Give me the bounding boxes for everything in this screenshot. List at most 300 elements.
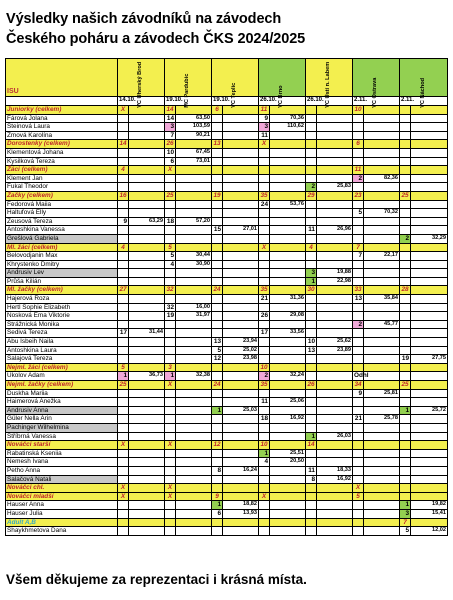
score-cell bbox=[317, 200, 353, 209]
score-cell bbox=[129, 458, 165, 467]
score-cell bbox=[223, 389, 259, 398]
score-cell: 63,50 bbox=[176, 114, 212, 123]
score-cell bbox=[317, 252, 353, 261]
place-cell bbox=[353, 501, 364, 510]
score-cell bbox=[317, 148, 353, 157]
score-cell: 82,36 bbox=[364, 174, 400, 183]
score-cell bbox=[270, 346, 306, 355]
score-cell: 18,82 bbox=[223, 501, 259, 510]
place-cell bbox=[400, 303, 411, 312]
score-cell bbox=[317, 492, 353, 501]
score-cell bbox=[411, 329, 448, 338]
category-row bbox=[6, 381, 448, 390]
score-cell bbox=[223, 166, 259, 175]
score-cell bbox=[364, 286, 400, 295]
place-cell bbox=[212, 234, 223, 243]
place-cell bbox=[118, 252, 129, 261]
score-cell bbox=[411, 423, 448, 432]
place-cell: 13 bbox=[306, 346, 317, 355]
place-cell bbox=[306, 501, 317, 510]
athlete-row bbox=[6, 295, 448, 304]
score-cell bbox=[270, 217, 306, 226]
place-cell bbox=[306, 166, 317, 175]
category-row bbox=[6, 166, 448, 175]
athlete-name: Andrusiv Lev bbox=[6, 269, 118, 278]
place-cell bbox=[306, 389, 317, 398]
place-cell bbox=[118, 277, 129, 286]
score-cell bbox=[129, 106, 165, 115]
score-cell bbox=[364, 140, 400, 149]
score-cell bbox=[129, 131, 165, 140]
score-cell: 31,36 bbox=[270, 295, 306, 304]
score-cell bbox=[270, 466, 306, 475]
place-cell bbox=[400, 441, 411, 450]
place-cell: 21 bbox=[353, 415, 364, 424]
score-cell bbox=[223, 518, 259, 527]
place-cell bbox=[118, 338, 129, 347]
place-cell: 13 bbox=[353, 295, 364, 304]
score-cell bbox=[129, 466, 165, 475]
score-cell bbox=[129, 123, 165, 132]
place-cell: 18 bbox=[259, 415, 270, 424]
place-cell bbox=[400, 475, 411, 484]
athlete-name: Duskha Mariia bbox=[6, 389, 118, 398]
score-cell bbox=[129, 415, 165, 424]
score-cell bbox=[270, 148, 306, 157]
score-cell bbox=[364, 277, 400, 286]
place-cell bbox=[118, 123, 129, 132]
score-cell bbox=[317, 131, 353, 140]
score-cell bbox=[129, 191, 165, 200]
place-cell: 9 bbox=[259, 114, 270, 123]
place-cell bbox=[212, 475, 223, 484]
score-cell bbox=[411, 174, 448, 183]
place-cell: 4 bbox=[165, 260, 176, 269]
athlete-row bbox=[6, 260, 448, 269]
score-cell bbox=[317, 355, 353, 364]
place-cell bbox=[212, 183, 223, 192]
score-cell bbox=[411, 277, 448, 286]
score-cell bbox=[129, 492, 165, 501]
score-cell bbox=[176, 363, 212, 372]
place-cell bbox=[259, 252, 270, 261]
place-cell: 5 bbox=[165, 243, 176, 252]
athlete-row bbox=[6, 157, 448, 166]
place-cell: 10 bbox=[260, 363, 268, 371]
score-cell bbox=[129, 449, 165, 458]
place-cell bbox=[400, 295, 411, 304]
place-cell bbox=[118, 174, 129, 183]
score-cell bbox=[317, 381, 353, 390]
athlete-row bbox=[6, 277, 448, 286]
place-cell bbox=[353, 355, 364, 364]
place-cell: 24 bbox=[259, 200, 270, 209]
event-name: VC Ústí n. Labem bbox=[325, 62, 332, 109]
place-cell bbox=[400, 183, 411, 192]
category-row bbox=[6, 106, 448, 115]
score-cell bbox=[223, 432, 259, 441]
place-cell bbox=[400, 415, 411, 424]
place-cell: 3 bbox=[259, 123, 270, 132]
place-cell: 8 bbox=[212, 466, 223, 475]
score-cell bbox=[364, 269, 400, 278]
score-cell: 25,62 bbox=[317, 338, 353, 347]
place-cell bbox=[165, 355, 176, 364]
place-cell: 14 bbox=[166, 106, 174, 113]
place-cell: 25 bbox=[166, 191, 174, 199]
score-cell bbox=[364, 363, 400, 372]
score-cell bbox=[364, 484, 400, 493]
score-cell bbox=[270, 183, 306, 192]
place-cell: 35 bbox=[260, 191, 268, 199]
place-cell bbox=[353, 260, 364, 269]
place-cell bbox=[212, 200, 223, 209]
place-cell bbox=[400, 423, 411, 432]
place-cell bbox=[165, 269, 176, 278]
place-cell bbox=[165, 277, 176, 286]
score-cell bbox=[223, 252, 259, 261]
place-cell bbox=[118, 157, 129, 166]
athlete-name: Güler Nella Arin bbox=[6, 415, 118, 424]
place-cell bbox=[400, 166, 411, 175]
event-name: MC Pardubic bbox=[184, 74, 191, 109]
place-cell: 6 bbox=[165, 157, 176, 166]
place-cell bbox=[306, 398, 317, 407]
score-cell bbox=[317, 123, 353, 132]
score-cell: 67,45 bbox=[176, 148, 212, 157]
category-name: Nejml. žáci (celkem) bbox=[6, 363, 118, 372]
score-cell bbox=[411, 449, 448, 458]
place-cell bbox=[212, 209, 223, 218]
place-cell bbox=[353, 466, 364, 475]
score-cell bbox=[364, 423, 400, 432]
place-cell bbox=[306, 123, 317, 132]
score-cell bbox=[270, 406, 306, 415]
place-cell bbox=[212, 243, 223, 252]
score-cell bbox=[129, 166, 165, 175]
score-cell bbox=[317, 166, 353, 175]
category-name: Žáci (celkem) bbox=[6, 166, 118, 175]
place-cell: 7 bbox=[400, 518, 411, 527]
isu-label: ISU bbox=[6, 59, 118, 97]
athlete-name: Kysilková Tereza bbox=[6, 157, 118, 166]
score-cell bbox=[270, 484, 306, 493]
place-cell bbox=[353, 269, 364, 278]
event-date: 2.11. bbox=[353, 97, 400, 106]
score-cell bbox=[317, 518, 353, 527]
score-cell bbox=[411, 106, 448, 115]
score-cell: 57,20 bbox=[176, 217, 212, 226]
score-cell: 70,32 bbox=[364, 209, 400, 218]
category-name: Dorostenky (celkem) bbox=[6, 140, 118, 149]
place-cell: 21 bbox=[259, 295, 270, 304]
results-table bbox=[5, 58, 448, 536]
place-cell bbox=[259, 217, 270, 226]
place-cell bbox=[165, 449, 176, 458]
athlete-name: Zmová Karolína bbox=[6, 131, 118, 140]
place-cell bbox=[212, 320, 223, 329]
place-cell bbox=[353, 527, 364, 536]
athlete-name: Haimerová Anežka bbox=[6, 398, 118, 407]
place-cell: 19 bbox=[165, 312, 176, 321]
score-cell: 90,21 bbox=[176, 131, 212, 140]
category-row bbox=[6, 191, 448, 200]
athlete-name: Rabatinská Kseniia bbox=[6, 449, 118, 458]
score-cell bbox=[129, 518, 165, 527]
score-cell: 53,76 bbox=[270, 200, 306, 209]
score-cell bbox=[364, 475, 400, 484]
score-cell bbox=[223, 458, 259, 467]
place-cell bbox=[165, 466, 176, 475]
place-cell bbox=[259, 432, 270, 441]
place-cell bbox=[400, 389, 411, 398]
score-cell bbox=[317, 209, 353, 218]
score-cell bbox=[411, 123, 448, 132]
score-cell: 63,29 bbox=[129, 217, 165, 226]
place-cell bbox=[400, 123, 411, 132]
place-cell: 5 bbox=[400, 527, 411, 536]
place-cell: 9 bbox=[118, 217, 129, 226]
place-cell bbox=[259, 148, 270, 157]
score-cell bbox=[223, 131, 259, 140]
place-cell bbox=[259, 518, 270, 527]
score-cell bbox=[270, 355, 306, 364]
athlete-row bbox=[6, 114, 448, 123]
score-cell bbox=[176, 183, 212, 192]
score-cell bbox=[176, 226, 212, 235]
score-cell: 31,97 bbox=[176, 312, 212, 321]
place-cell: 11 bbox=[259, 398, 270, 407]
score-cell: 110,62 bbox=[270, 123, 306, 132]
place-cell bbox=[165, 458, 176, 467]
place-cell bbox=[400, 484, 411, 493]
athlete-name: Salačová Natali bbox=[6, 475, 118, 484]
place-cell bbox=[118, 398, 129, 407]
place-cell: 11 bbox=[353, 166, 364, 175]
place-cell: 11 bbox=[306, 226, 317, 235]
score-cell bbox=[317, 389, 353, 398]
place-cell bbox=[353, 458, 364, 467]
place-cell bbox=[212, 166, 223, 175]
place-cell bbox=[118, 355, 129, 364]
place-cell bbox=[118, 312, 129, 321]
place-cell: 1 bbox=[306, 432, 317, 441]
score-cell bbox=[176, 381, 212, 390]
place-cell bbox=[400, 252, 411, 261]
place-cell bbox=[400, 372, 411, 381]
place-cell bbox=[118, 475, 129, 484]
category-name: Nováčci mladší bbox=[6, 492, 118, 501]
score-cell: 25,06 bbox=[270, 398, 306, 407]
score-cell bbox=[129, 157, 165, 166]
score-cell bbox=[223, 114, 259, 123]
category-row bbox=[6, 363, 448, 372]
score-cell bbox=[411, 157, 448, 166]
score-cell bbox=[176, 441, 212, 450]
score-cell bbox=[317, 312, 353, 321]
score-cell bbox=[317, 398, 353, 407]
place-cell: 4 bbox=[306, 243, 317, 252]
score-cell bbox=[317, 243, 353, 252]
score-cell bbox=[364, 406, 400, 415]
place-cell bbox=[259, 157, 270, 166]
place-cell bbox=[259, 389, 270, 398]
place-cell: 1 bbox=[212, 501, 223, 510]
score-cell bbox=[411, 363, 448, 372]
score-cell bbox=[270, 303, 306, 312]
place-cell bbox=[306, 106, 317, 115]
athlete-name: Steinová Laura bbox=[6, 123, 118, 132]
score-cell bbox=[411, 389, 448, 398]
score-cell: 23,98 bbox=[223, 355, 259, 364]
place-cell bbox=[212, 174, 223, 183]
place-cell bbox=[165, 415, 176, 424]
place-cell bbox=[212, 131, 223, 140]
score-cell bbox=[317, 449, 353, 458]
place-cell: 17 bbox=[259, 329, 270, 338]
place-cell: 3 bbox=[400, 509, 411, 518]
score-cell bbox=[317, 363, 353, 372]
score-cell bbox=[364, 312, 400, 321]
score-cell bbox=[223, 423, 259, 432]
place-cell bbox=[400, 260, 411, 269]
athlete-name: Ukolov Adam bbox=[6, 372, 118, 381]
athlete-row bbox=[6, 209, 448, 218]
place-cell bbox=[259, 484, 270, 493]
place-cell bbox=[212, 415, 223, 424]
place-cell: 7 bbox=[165, 131, 176, 140]
score-cell bbox=[129, 320, 165, 329]
athlete-row bbox=[6, 466, 448, 475]
score-cell bbox=[364, 449, 400, 458]
place-cell bbox=[118, 509, 129, 518]
score-cell bbox=[270, 381, 306, 390]
place-cell bbox=[165, 174, 176, 183]
place-cell: X bbox=[259, 492, 270, 501]
athlete-row bbox=[6, 200, 448, 209]
score-cell bbox=[176, 166, 212, 175]
score-cell bbox=[176, 355, 212, 364]
place-cell bbox=[118, 209, 129, 218]
score-cell bbox=[364, 509, 400, 518]
place-cell bbox=[212, 484, 223, 493]
score-cell bbox=[223, 527, 259, 536]
place-cell bbox=[165, 509, 176, 518]
score-cell bbox=[129, 295, 165, 304]
score-cell: 32,29 bbox=[411, 234, 448, 243]
place-cell bbox=[212, 157, 223, 166]
score-cell: 19,88 bbox=[317, 269, 353, 278]
athlete-name: Hertl Sophie Elizabeth bbox=[6, 303, 118, 312]
place-cell: 26 bbox=[166, 140, 174, 148]
place-cell bbox=[259, 269, 270, 278]
score-cell: 32,38 bbox=[176, 372, 212, 381]
score-cell bbox=[364, 114, 400, 123]
place-cell bbox=[259, 527, 270, 536]
place-cell: 10 bbox=[354, 106, 362, 113]
place-cell bbox=[118, 389, 129, 398]
score-cell bbox=[129, 269, 165, 278]
place-cell: 19 bbox=[400, 355, 411, 364]
score-cell bbox=[223, 200, 259, 209]
score-cell bbox=[270, 286, 306, 295]
score-cell bbox=[176, 458, 212, 467]
place-cell: 4 bbox=[118, 166, 129, 175]
date-row bbox=[6, 97, 448, 106]
place-cell: X bbox=[165, 484, 176, 493]
score-cell bbox=[223, 484, 259, 493]
score-cell bbox=[411, 398, 448, 407]
place-cell bbox=[259, 174, 270, 183]
score-cell bbox=[364, 123, 400, 132]
place-cell bbox=[118, 518, 129, 527]
score-cell bbox=[223, 106, 259, 115]
score-cell: 16,92 bbox=[317, 475, 353, 484]
score-cell bbox=[176, 243, 212, 252]
place-cell bbox=[118, 406, 129, 415]
score-cell bbox=[223, 260, 259, 269]
score-cell: 25,83 bbox=[317, 183, 353, 192]
score-cell bbox=[411, 148, 448, 157]
score-cell bbox=[270, 389, 306, 398]
place-cell: 4 bbox=[118, 243, 129, 252]
category-row bbox=[6, 518, 448, 527]
place-cell bbox=[212, 252, 223, 261]
event-name: VC Ostrava bbox=[372, 78, 379, 109]
place-cell bbox=[353, 398, 364, 407]
athlete-row bbox=[6, 527, 448, 536]
athlete-name: Hauser Anna bbox=[6, 501, 118, 510]
event-name: VC Náchod bbox=[419, 78, 426, 109]
athlete-name: Nemesh Ivana bbox=[6, 458, 118, 467]
score-cell bbox=[317, 114, 353, 123]
score-cell bbox=[176, 501, 212, 510]
score-cell bbox=[411, 441, 448, 450]
score-cell: 30,90 bbox=[176, 260, 212, 269]
place-cell: 17 bbox=[118, 329, 129, 338]
score-cell bbox=[411, 466, 448, 475]
score-cell bbox=[364, 346, 400, 355]
place-cell: 5 bbox=[353, 209, 364, 218]
score-cell bbox=[364, 466, 400, 475]
place-cell bbox=[306, 518, 317, 527]
score-cell bbox=[270, 363, 306, 372]
score-cell bbox=[176, 329, 212, 338]
place-cell bbox=[353, 449, 364, 458]
place-cell bbox=[400, 432, 411, 441]
place-cell bbox=[165, 338, 176, 347]
score-cell: 19,82 bbox=[411, 501, 448, 510]
place-cell bbox=[259, 209, 270, 218]
score-cell bbox=[270, 441, 306, 450]
score-cell bbox=[176, 398, 212, 407]
place-cell: 10 bbox=[165, 148, 176, 157]
score-cell: 31,44 bbox=[129, 329, 165, 338]
score-cell bbox=[270, 106, 306, 115]
score-cell bbox=[223, 269, 259, 278]
place-cell bbox=[400, 114, 411, 123]
place-cell bbox=[212, 295, 223, 304]
place-cell bbox=[353, 441, 364, 450]
score-cell bbox=[364, 226, 400, 235]
place-cell: 1 bbox=[165, 372, 176, 381]
score-cell bbox=[129, 363, 165, 372]
title-line-2: Českého poháru a závodech ČKS 2024/2025 bbox=[6, 31, 306, 47]
place-cell bbox=[353, 423, 364, 432]
place-cell bbox=[165, 389, 176, 398]
score-cell: 16,92 bbox=[270, 415, 306, 424]
place-cell bbox=[259, 338, 270, 347]
